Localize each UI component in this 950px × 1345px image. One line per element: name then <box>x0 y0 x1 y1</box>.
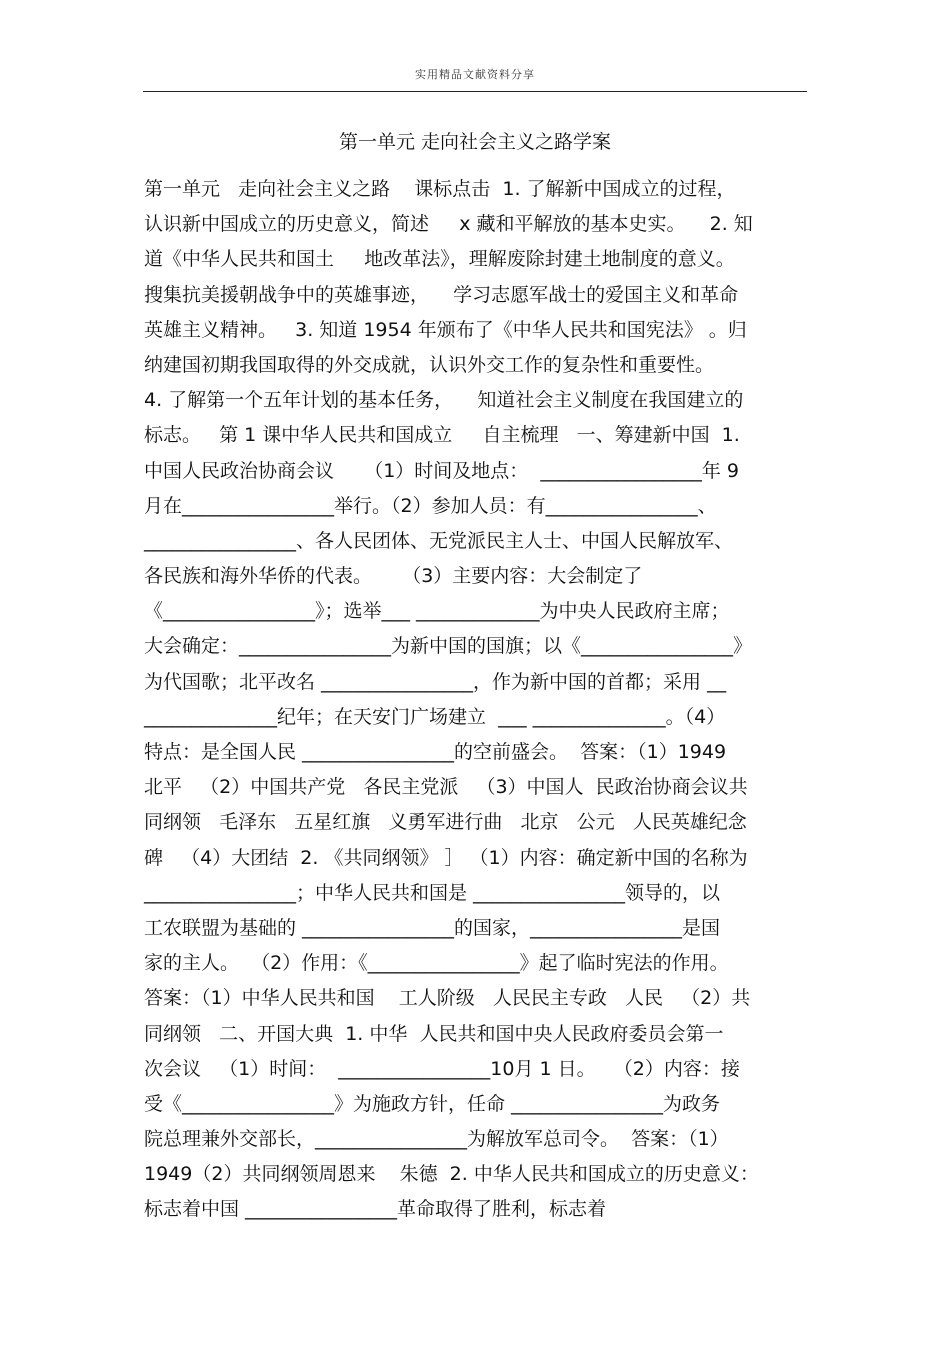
body-line: 答案：（1）中华人民共和国 工人阶级 人民民主专政 人民 （2）共 <box>144 987 751 1010</box>
body-line: 认识新中国成立的历史意义，简述 x 藏和平解放的基本史实。 2. 知 <box>144 213 753 236</box>
body-line: 工农联盟为基础的 ________________的国家，________________是国 <box>144 916 721 939</box>
document-title: 第一单元 走向社会主义之路学案 <box>338 131 612 153</box>
body-line: 同纲领 毛泽东 五星红旗 义勇军进行曲 北京 公元 人民英雄纪念 <box>144 811 747 834</box>
body-line: 各民族和海外华侨的代表。 （3）主要内容：大会制定了 <box>144 565 643 588</box>
body-line: 纳建国初期我国取得的外交成就，认识外交工作的复杂性和重要性。 <box>144 353 715 376</box>
body-line: 道《中华人民共和国土 地改革法》，理解废除封建土地制度的意义。 <box>144 248 735 271</box>
body-line: 搜集抗美援朝战争中的英雄事迹， 学习志愿军战士的爱国主义和革命 <box>144 283 739 306</box>
body-line: 标志。 第 1 课中华人民共和国成立 自主梳理 一、筹建新中国 1. <box>144 424 740 447</box>
body-line: 受《________________》为施政方针，任命 ________________为政务 <box>144 1092 721 1115</box>
body-line: 标志着中国 ________________革命取得了胜利，标志着 <box>144 1198 607 1221</box>
body-line: ______________纪年；在天安门广场建立 ___ ______________。（4） <box>144 705 726 728</box>
body-line: 月在________________举行。（2）参加人员：有________________、 <box>144 494 717 517</box>
running-header: 实用精品文献资料分享 <box>415 68 535 81</box>
body-line: 碑 （4）大团结 2. 《共同纲领》 ］ （1）内容：确定新中国的名称为 <box>144 846 748 869</box>
body-line: 英雄主义精神。 3. 知道 1954 年颁布了《中华人民共和国宪法》 。归 <box>144 318 747 341</box>
body-line: 大会确定：________________为新中国的国旗；以《________________》 <box>144 635 753 658</box>
header-rule <box>143 91 807 92</box>
body-line: 中国人民政治协商会议 （1）时间及地点： _________________年 9 <box>144 459 739 482</box>
body-line: 4. 了解第一个五年计划的基本任务， 知道社会主义制度在我国建立的 <box>144 389 744 412</box>
body-line: 家的主人。 （2）作用：《________________》起了临时宪法的作用。 <box>144 952 729 975</box>
body-line: 为代国歌；北平改名 ________________，作为新中国的首都；采用 __ <box>144 670 727 693</box>
body-line: ________________；中华人民共和国是 ________________领导的，以 <box>144 881 721 904</box>
body-line: ________________、各人民团体、无党派民主人士、中国人民解放军、 <box>144 529 734 552</box>
body-line: 第一单元 走向社会主义之路 课标点击 1. 了解新中国成立的过程， <box>144 178 736 200</box>
body-line: 1949（2）共同纲领周恩来 朱德 2. 中华人民共和国成立的历史意义： <box>144 1163 759 1186</box>
document-body <box>144 172 820 1228</box>
body-line: 北平 （2）中国共产党 各民主党派 （3）中国人 民政治协商会议共 <box>144 776 748 799</box>
body-line: 《________________》；选举___ _____________为中央人民政府主席； <box>144 600 730 623</box>
body-line: 特点：是全国人民 ________________的空前盛会。 答案：（1）1949 <box>144 741 727 763</box>
body-line: 次会议 （1）时间： ________________10月 1 日。 （2）内容：接 <box>144 1057 740 1080</box>
body-line: 院总理兼外交部长，________________为解放军总司令。 答案：（1） <box>144 1128 729 1151</box>
body-line: 同纲领 二、开国大典 1. 中华 人民共和国中央人民政府委员会第一 <box>144 1022 724 1045</box>
